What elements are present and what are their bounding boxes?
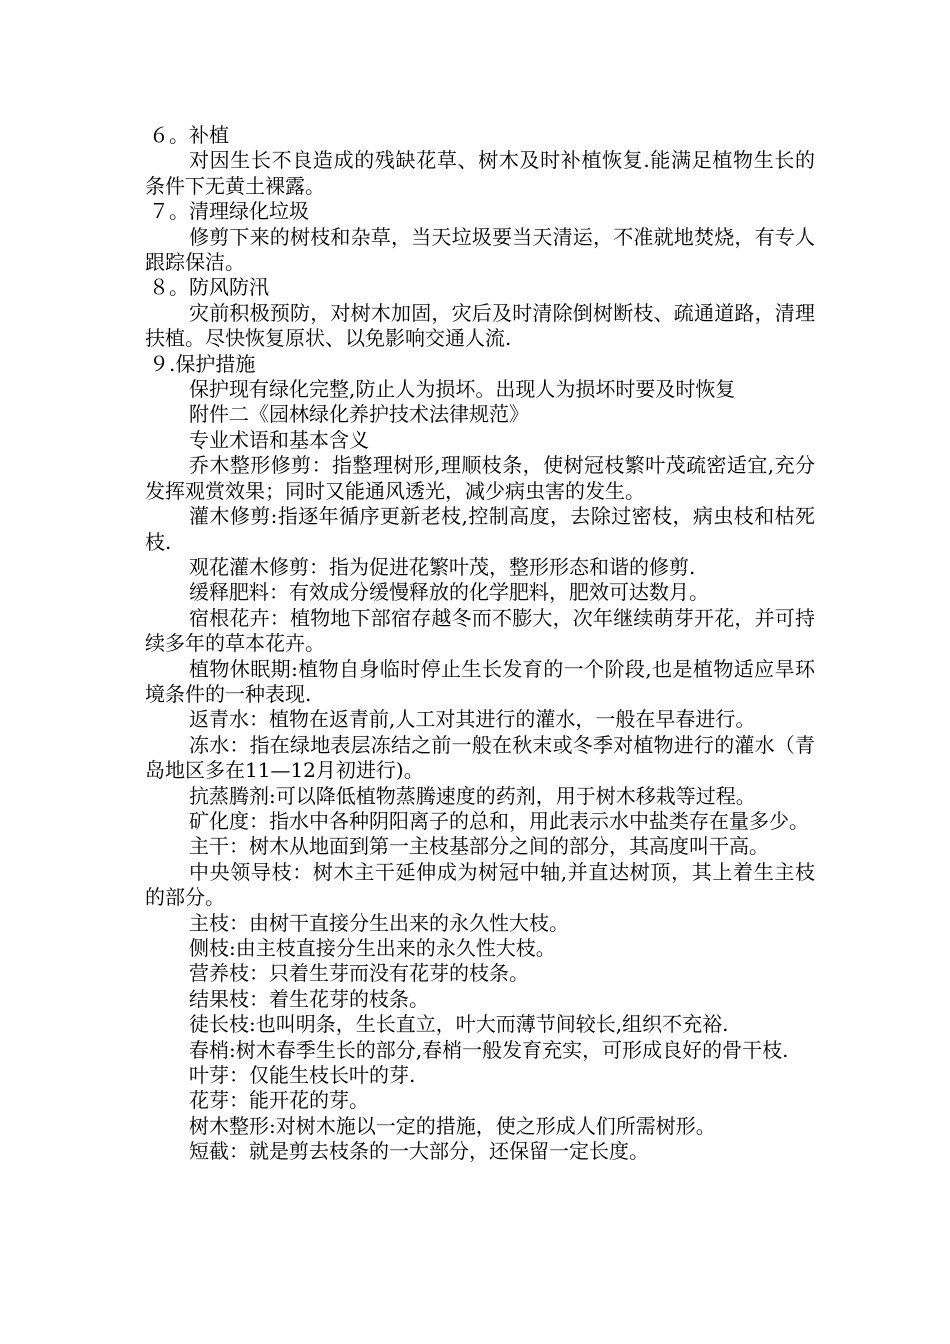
term-definition: 主干：树木从地面到第一主枝基部分之间的部分，其高度叫干高。 — [189, 834, 769, 859]
term-definition: 观花灌木修剪：指为促进花繁叶茂，整形形态和谐的修剪. — [189, 554, 696, 579]
term-definition: 结果枝：着生花芽的枝条。 — [189, 986, 429, 1011]
terms-heading: 专业术语和基本含义 — [189, 427, 369, 452]
term-definition: 植物休眠期:植物自身临时停止生长发育的一个阶段,也是植物适应旱环境条件的一种表现. — [145, 656, 815, 706]
section-heading: ８。防风防汛 — [149, 275, 269, 300]
term-definition: 抗蒸腾剂:可以降低植物蒸腾速度的药剂，用于树木移栽等过程。 — [189, 783, 756, 808]
term-definition: 缓释肥料：有效成分缓慢释放的化学肥料，肥效可达数月。 — [189, 580, 709, 605]
term-definition: 树木整形:对树木施以一定的措施，使之形成人们所需树形。 — [189, 1113, 716, 1138]
section-heading: ６。补植 — [149, 123, 229, 147]
term-definition: 叶芽：仅能生枝长叶的芽. — [189, 1063, 416, 1088]
body-paragraph: 修剪下来的树枝和杂草，当天垃圾要当天清运，不准就地焚烧，有专人跟踪保洁。 — [145, 224, 815, 275]
body-paragraph: 保护现有绿化完整,防止人为损坏。出现人为损坏时要及时恢复 — [189, 377, 736, 402]
body-paragraph: 对因生长不良造成的残缺花草、树木及时补植恢复.能满足植物生长的条件下无黄土裸露。 — [145, 148, 815, 198]
term-definition: 矿化度：指水中各种阴阳离子的总和，用此表示水中盐类存在量多少。 — [189, 808, 809, 833]
term-definition: 冻水：指在绿地表层冻结之前一般在秋末或冬季对植物进行的灌水（青岛地区多在11—12月初进行)。 — [145, 732, 815, 783]
term-definition: 宿根花卉：植物地下部宿存越冬而不膨大，次年继续萌芽开花，并可持续多年的草本花卉。 — [145, 605, 815, 656]
term-definition: 中央领导枝：树木主干延伸成为树冠中轴,并直达树顶，其上着生主枝的部分。 — [145, 859, 815, 910]
term-definition: 春梢:树木春季生长的部分,春梢一般发育充实，可形成良好的骨干枝. — [189, 1037, 789, 1062]
term-definition: 短截：就是剪去枝条的一大部分，还保留一定长度。 — [189, 1139, 649, 1164]
section-heading: ７。清理绿化垃圾 — [149, 199, 309, 224]
document-text-block — [145, 123, 815, 1165]
term-definition: 徒长枝:也叫明条，生长直立，叶大而薄节间较长,组织不充裕. — [189, 1012, 729, 1037]
term-definition: 主枝：由树干直接分生出来的永久性大枝。 — [189, 910, 569, 935]
section-heading: ９.保护措施 — [149, 351, 256, 376]
body-paragraph: 灾前积极预防，对树木加固，灾后及时清除倒树断枝、疏通道路，清理扶植。尽快恢复原状、以免影响交通人流. — [145, 300, 815, 351]
term-definition: 返青水：植物在返青前,人工对其进行的灌水，一般在早春进行。 — [189, 707, 756, 732]
term-definition: 营养枝：只着生芽而没有花芽的枝条。 — [189, 961, 529, 986]
term-definition: 花芽：能开花的芽。 — [189, 1088, 369, 1113]
term-definition: 灌木修剪:指逐年循序更新老枝,控制高度，去除过密枝，病虫枝和枯死枝. — [145, 504, 815, 554]
term-definition: 侧枝:由主枝直接分生出来的永久性大枝。 — [189, 936, 556, 960]
appendix-title: 附件二《园林绿化养护技术法律规范》 — [189, 402, 529, 427]
term-definition: 乔木整形修剪：指整理树形,理顺枝条，使树冠枝繁叶茂疏密适宜,充分发挥观赏效果；同时又能通风透光，减少病虫害的发生。 — [145, 453, 815, 503]
